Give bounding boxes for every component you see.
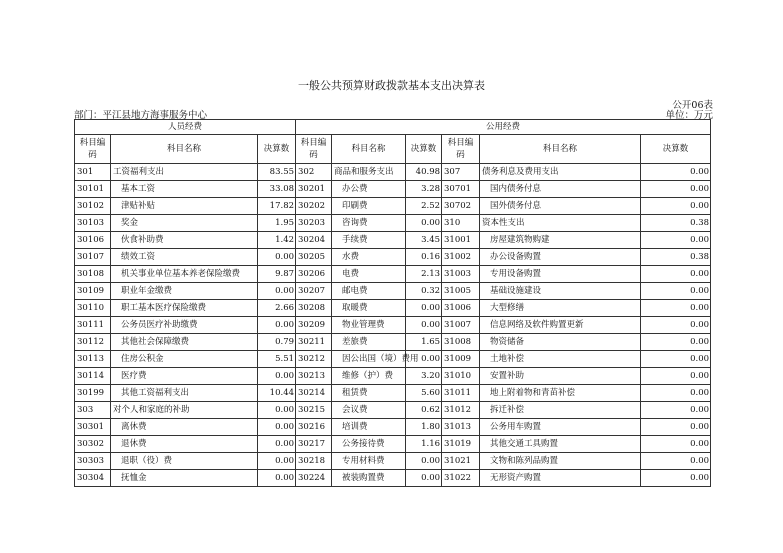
col-header-name: 科目名称 [480, 135, 641, 164]
amount-cell: 2.52 [406, 198, 442, 215]
table-row [75, 266, 711, 283]
amount-cell: 0.00 [258, 402, 296, 419]
name-cell: 大型修缮 [480, 300, 641, 317]
code-cell: 30212 [296, 351, 332, 368]
name-cell: 医疗费 [111, 368, 258, 385]
code-cell: 30217 [296, 436, 332, 453]
code-cell: 30109 [75, 283, 111, 300]
amount-cell: 2.13 [406, 266, 442, 283]
amount-cell: 0.00 [641, 419, 711, 436]
amount-cell: 0.00 [258, 317, 296, 334]
table-row [75, 436, 711, 453]
code-cell: 31019 [442, 436, 480, 453]
code-cell: 30102 [75, 198, 111, 215]
name-cell: 基础设施建设 [480, 283, 641, 300]
table-row [75, 351, 711, 368]
amount-cell: 3.20 [406, 368, 442, 385]
amount-cell: 0.00 [641, 385, 711, 402]
table-row [75, 334, 711, 351]
name-cell: 房屋建筑物购建 [480, 232, 641, 249]
name-cell: 物资储备 [480, 334, 641, 351]
amount-cell: 0.16 [406, 249, 442, 266]
name-cell: 津贴补贴 [111, 198, 258, 215]
name-cell: 绩效工资 [111, 249, 258, 266]
name-cell: 离休费 [111, 419, 258, 436]
amount-cell: 0.38 [641, 215, 711, 232]
name-cell: 土地补偿 [480, 351, 641, 368]
code-cell: 30110 [75, 300, 111, 317]
code-cell: 303 [75, 402, 111, 419]
name-cell: 会议费 [332, 402, 406, 419]
name-cell: 基本工资 [111, 181, 258, 198]
col-header-amount: 决算数 [406, 135, 442, 164]
name-cell: 水费 [332, 249, 406, 266]
code-cell: 31005 [442, 283, 480, 300]
name-cell: 专用材料费 [332, 453, 406, 470]
amount-cell: 0.00 [641, 436, 711, 453]
unit-label: 单位：万元 [665, 110, 713, 121]
amount-cell: 33.08 [258, 181, 296, 198]
name-cell: 其他社会保障缴费 [111, 334, 258, 351]
name-cell: 退职（役）费 [111, 453, 258, 470]
amount-cell: 0.00 [258, 453, 296, 470]
amount-cell: 0.00 [641, 402, 711, 419]
name-cell: 公务用车购置 [480, 419, 641, 436]
code-cell: 30108 [75, 266, 111, 283]
col-header-name: 科目名称 [111, 135, 258, 164]
amount-cell: 3.28 [406, 181, 442, 198]
code-cell: 30207 [296, 283, 332, 300]
code-cell: 30215 [296, 402, 332, 419]
table-row [75, 215, 711, 232]
name-cell: 物业管理费 [332, 317, 406, 334]
name-cell: 信息网络及软件购置更新 [480, 317, 641, 334]
col-header-code: 科目编码 [75, 135, 111, 164]
name-cell: 国内债务付息 [480, 181, 641, 198]
name-cell: 工资福利支出 [111, 164, 258, 181]
name-cell: 租赁费 [332, 385, 406, 402]
amount-cell: 0.00 [406, 215, 442, 232]
amount-cell: 1.95 [258, 215, 296, 232]
amount-cell: 0.00 [641, 470, 711, 487]
name-cell: 因公出国（境）费用 [332, 351, 406, 368]
table-body [75, 164, 711, 487]
code-cell: 30113 [75, 351, 111, 368]
table-row [75, 385, 711, 402]
name-cell: 培训费 [332, 419, 406, 436]
code-cell: 30218 [296, 453, 332, 470]
group-header-personnel: 人员经费 [75, 120, 296, 135]
code-cell: 30304 [75, 470, 111, 487]
name-cell: 安置补助 [480, 368, 641, 385]
amount-cell: 0.00 [641, 368, 711, 385]
name-cell: 文物和陈列品购置 [480, 453, 641, 470]
name-cell: 伙食补助费 [111, 232, 258, 249]
amount-cell: 1.42 [258, 232, 296, 249]
table-row [75, 453, 711, 470]
table-code: 公开06表 [672, 100, 713, 111]
amount-cell: 1.16 [406, 436, 442, 453]
code-cell: 30702 [442, 198, 480, 215]
name-cell: 取暖费 [332, 300, 406, 317]
code-cell: 30103 [75, 215, 111, 232]
col-header-code: 科目编码 [296, 135, 332, 164]
name-cell: 办公设备购置 [480, 249, 641, 266]
amount-cell: 83.55 [258, 164, 296, 181]
name-cell: 地上附着物和青苗补偿 [480, 385, 641, 402]
code-cell: 310 [442, 215, 480, 232]
name-cell: 咨询费 [332, 215, 406, 232]
code-cell: 302 [296, 164, 332, 181]
code-cell: 31013 [442, 419, 480, 436]
col-header-code: 科目编码 [442, 135, 480, 164]
code-cell: 31006 [442, 300, 480, 317]
name-cell: 公务接待费 [332, 436, 406, 453]
code-cell: 31008 [442, 334, 480, 351]
name-cell: 抚恤金 [111, 470, 258, 487]
code-cell: 31007 [442, 317, 480, 334]
code-cell: 30101 [75, 181, 111, 198]
table-row [75, 232, 711, 249]
amount-cell: 0.00 [641, 181, 711, 198]
table-row [75, 402, 711, 419]
name-cell: 专用设备购置 [480, 266, 641, 283]
table-row [75, 419, 711, 436]
code-cell: 30114 [75, 368, 111, 385]
name-cell: 被装购置费 [332, 470, 406, 487]
code-cell: 31021 [442, 453, 480, 470]
amount-cell: 0.00 [641, 317, 711, 334]
table-row [75, 249, 711, 266]
code-cell: 30208 [296, 300, 332, 317]
code-cell: 31001 [442, 232, 480, 249]
amount-cell: 0.00 [258, 470, 296, 487]
code-cell: 30106 [75, 232, 111, 249]
code-cell: 30701 [442, 181, 480, 198]
amount-cell: 2.66 [258, 300, 296, 317]
name-cell: 办公费 [332, 181, 406, 198]
amount-cell: 0.00 [258, 419, 296, 436]
code-cell: 307 [442, 164, 480, 181]
name-cell: 退休费 [111, 436, 258, 453]
amount-cell: 0.00 [641, 334, 711, 351]
amount-cell: 9.87 [258, 266, 296, 283]
amount-cell: 5.51 [258, 351, 296, 368]
table-row [75, 300, 711, 317]
code-cell: 31010 [442, 368, 480, 385]
name-cell: 拆迁补偿 [480, 402, 641, 419]
amount-cell: 0.00 [406, 351, 442, 368]
code-cell: 30206 [296, 266, 332, 283]
amount-cell: 0.62 [406, 402, 442, 419]
department-label: 部门：平江县地方海事服务中心 [74, 110, 208, 121]
amount-cell: 0.79 [258, 334, 296, 351]
code-cell: 30301 [75, 419, 111, 436]
expenditure-table [74, 119, 711, 487]
amount-cell: 0.00 [641, 351, 711, 368]
amount-cell: 0.00 [641, 300, 711, 317]
table-row [75, 164, 711, 181]
amount-cell: 0.32 [406, 283, 442, 300]
name-cell: 邮电费 [332, 283, 406, 300]
amount-cell: 0.00 [641, 164, 711, 181]
name-cell: 国外债务付息 [480, 198, 641, 215]
amount-cell: 1.80 [406, 419, 442, 436]
amount-cell: 0.00 [641, 266, 711, 283]
amount-cell: 0.00 [641, 283, 711, 300]
code-cell: 30302 [75, 436, 111, 453]
group-header-public: 公用经费 [296, 120, 711, 135]
table-row [75, 198, 711, 215]
name-cell: 无形资产购置 [480, 470, 641, 487]
name-cell: 奖金 [111, 215, 258, 232]
amount-cell: 10.44 [258, 385, 296, 402]
amount-cell: 0.00 [258, 283, 296, 300]
name-cell: 住房公积金 [111, 351, 258, 368]
code-cell: 30201 [296, 181, 332, 198]
code-cell: 30211 [296, 334, 332, 351]
col-header-amount: 决算数 [641, 135, 711, 164]
amount-cell: 3.45 [406, 232, 442, 249]
code-cell: 30199 [75, 385, 111, 402]
name-cell: 其他交通工具购置 [480, 436, 641, 453]
table-row [75, 368, 711, 385]
code-cell: 30303 [75, 453, 111, 470]
code-cell: 31003 [442, 266, 480, 283]
code-cell: 30224 [296, 470, 332, 487]
amount-cell: 0.00 [258, 249, 296, 266]
name-cell: 电费 [332, 266, 406, 283]
code-cell: 30216 [296, 419, 332, 436]
code-cell: 30112 [75, 334, 111, 351]
code-cell: 30111 [75, 317, 111, 334]
name-cell: 公务员医疗补助缴费 [111, 317, 258, 334]
table-row [75, 181, 711, 198]
code-cell: 30107 [75, 249, 111, 266]
name-cell: 维修（护）费 [332, 368, 406, 385]
col-header-amount: 决算数 [258, 135, 296, 164]
amount-cell: 40.98 [406, 164, 442, 181]
name-cell: 职工基本医疗保险缴费 [111, 300, 258, 317]
amount-cell: 0.00 [641, 232, 711, 249]
code-cell: 31009 [442, 351, 480, 368]
name-cell: 债务利息及费用支出 [480, 164, 641, 181]
name-cell: 差旅费 [332, 334, 406, 351]
amount-cell: 0.00 [406, 317, 442, 334]
name-cell: 机关事业单位基本养老保险缴费 [111, 266, 258, 283]
amount-cell: 0.38 [641, 249, 711, 266]
col-header-name: 科目名称 [332, 135, 406, 164]
amount-cell: 0.00 [406, 470, 442, 487]
amount-cell: 0.00 [258, 368, 296, 385]
code-cell: 30203 [296, 215, 332, 232]
code-cell: 30209 [296, 317, 332, 334]
name-cell: 资本性支出 [480, 215, 641, 232]
name-cell: 对个人和家庭的补助 [111, 402, 258, 419]
code-cell: 30202 [296, 198, 332, 215]
code-cell: 30205 [296, 249, 332, 266]
code-cell: 30214 [296, 385, 332, 402]
name-cell: 印刷费 [332, 198, 406, 215]
amount-cell: 0.00 [258, 436, 296, 453]
name-cell: 商品和服务支出 [332, 164, 406, 181]
table-row [75, 470, 711, 487]
code-cell: 31012 [442, 402, 480, 419]
name-cell: 手续费 [332, 232, 406, 249]
code-cell: 31011 [442, 385, 480, 402]
amount-cell: 0.00 [406, 300, 442, 317]
code-cell: 31022 [442, 470, 480, 487]
amount-cell: 0.00 [406, 453, 442, 470]
amount-cell: 0.00 [641, 453, 711, 470]
table-row [75, 317, 711, 334]
code-cell: 30204 [296, 232, 332, 249]
amount-cell: 1.65 [406, 334, 442, 351]
code-cell: 31002 [442, 249, 480, 266]
table-row [75, 283, 711, 300]
page-title: 一般公共预算财政拨款基本支出决算表 [298, 79, 485, 92]
amount-cell: 17.82 [258, 198, 296, 215]
code-cell: 301 [75, 164, 111, 181]
amount-cell: 0.00 [641, 198, 711, 215]
name-cell: 其他工资福利支出 [111, 385, 258, 402]
code-cell: 30213 [296, 368, 332, 385]
name-cell: 职业年金缴费 [111, 283, 258, 300]
amount-cell: 5.60 [406, 385, 442, 402]
